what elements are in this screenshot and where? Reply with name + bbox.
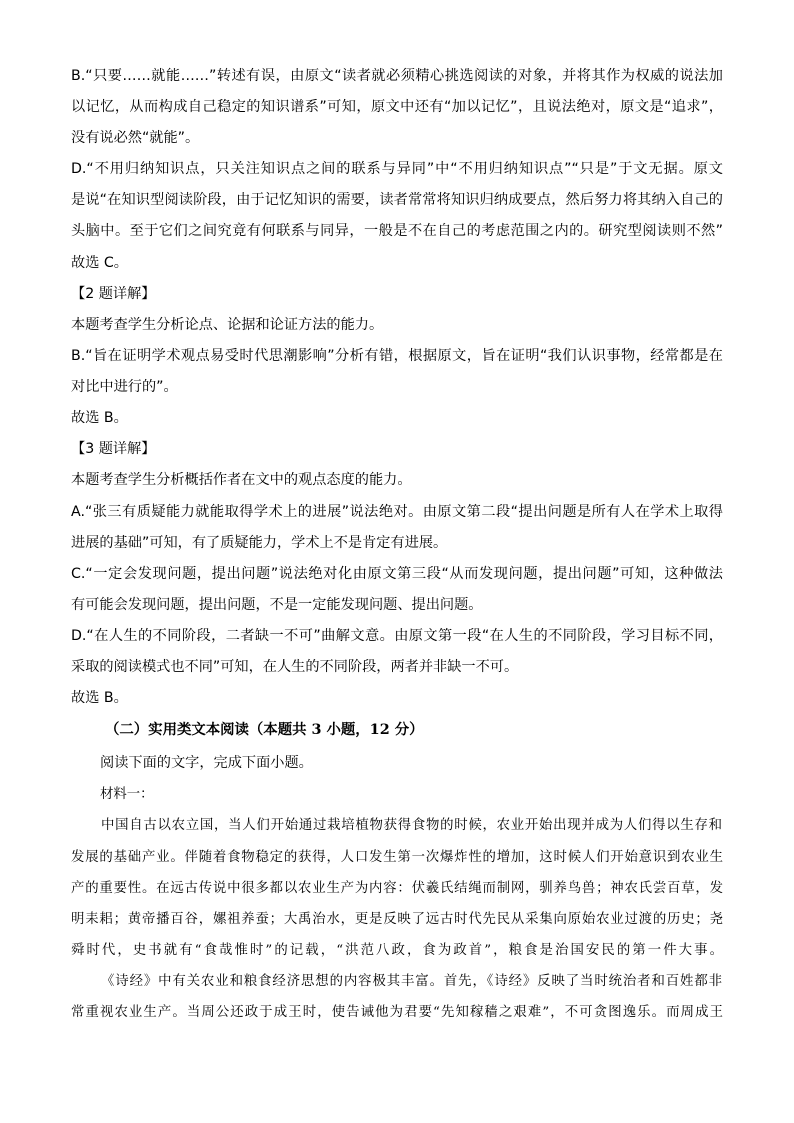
q1-option-d-line-3: 头脑中。至于它们之间究竟有何联系与同异，一般是不在自己的考虑范围之内的。研究型阅读则不然”	[71, 223, 723, 239]
q2-option-b-line-1: B.“旨在证明学术观点易受时代思潮影响”分析有错，根据原文，旨在证明“我们认识事物，经常都是在	[71, 348, 723, 364]
section-instruction: 阅读下面的文字，完成下面小题。	[100, 755, 313, 771]
q3-option-a-line-1: A.“张三有质疑能力就能取得学术上的进展”说法绝对。由原文第二段“提出问题是所有人在学术上取得	[71, 504, 723, 520]
material-label: 材料一：	[100, 787, 154, 802]
q3-option-c-line-1: C.“一定会发现问题，提出问题”说法绝对化由原文第三段“从而发现问题，提出问题”可知，这种做法	[71, 566, 723, 582]
q1-option-b-line-2: 以记忆，从而构成自己稳定的知识谱系”可知，原文中还有“加以记忆”，且说法绝对，原文是“追求”，	[71, 99, 723, 115]
q3-option-c-line-2: 有可能会发现问题，提出问题，不是一定能发现问题、提出问题。	[71, 597, 483, 613]
q3-intro: 本题考查学生分析概括作者在文中的观点态度的能力。	[71, 472, 412, 488]
material-para1-line-1: 中国自古以农立国，当人们开始通过栽培植物获得食物的时候，农业开始出现并成为人们得以生存和	[101, 818, 722, 833]
q2-answer: 故选 B。	[71, 410, 128, 426]
material-para1-line-3: 产的重要性。在远古传说中很多都以农业生产为内容：伏羲氏结绳而制网，驯养鸟兽；神农氏尝百草，发	[71, 881, 723, 896]
q2-intro: 本题考查学生分析论点、论据和论证方法的能力。	[71, 317, 384, 333]
material-para1-line-2: 发展的基础产业。伴随着食物稳定的获得，人口发生第一次爆炸性的增加，这时候人们开始意识到农业生	[71, 850, 723, 865]
material-para2-line-2: 常重视农业生产。当周公还政于成王时，使告诫他为君要“先知稼穑之艰难”，不可贪图逸乐。而周成王	[71, 1005, 723, 1020]
q3-answer: 故选 B。	[71, 690, 128, 706]
q2-heading: 【2 题详解】	[71, 286, 156, 302]
q2-option-b-line-2: 对比中进行的”。	[71, 379, 178, 395]
material-para1-line-4: 明耒耜；黄帝播百谷，嫘祖养蚕；大禹治水，更是反映了远古时代先民从采集向原始农业过渡的历史；尧	[71, 912, 723, 927]
q1-answer: 故选 C。	[71, 255, 128, 271]
q3-option-a-line-2: 进展的基础”可知，有了质疑能力，学术上不是肯定有进展。	[71, 535, 448, 551]
q1-option-b-line-1: B.“只要……就能……”转述有误，由原文“读者就必须精心挑选阅读的对象，并将其作为权威的说法加	[71, 68, 723, 84]
q3-heading: 【3 题详解】	[71, 441, 156, 457]
q1-option-d-line-2: 是说“在知识型阅读阶段，由于记忆知识的需要，读者常常将知识归纳成要点，然后努力将其纳入自己的	[71, 192, 723, 208]
q3-option-d-line-2: 采取的阅读模式也不同”可知，在人生的不同阶段，两者并非缺一不可。	[71, 659, 519, 675]
section-title: （二）实用类文本阅读（本题共 3 小题，12 分）	[105, 721, 424, 738]
q1-option-b-line-3: 没有说必然“就能”。	[71, 130, 200, 146]
material-para2-line-1: 《诗经》中有关农业和粮食经济思想的内容极其丰富。首先，《诗经》反映了当时统治者和百姓都非	[101, 974, 722, 989]
material-para1-line-5: 舜时代，史书就有“食哉惟时”的记载，“洪范八政，食为政首”，粮食是治国安民的第一件大事。	[71, 943, 723, 958]
q1-option-d-line-1: D.“不用归纳知识点，只关注知识点之间的联系与异同”中“不用归纳知识点”“只是”于文无据。原文	[71, 161, 723, 177]
q3-option-d-line-1: D.“在人生的不同阶段，二者缺一不可”曲解文意。由原文第一段“在人生的不同阶段，学习目标不同，	[71, 628, 723, 644]
